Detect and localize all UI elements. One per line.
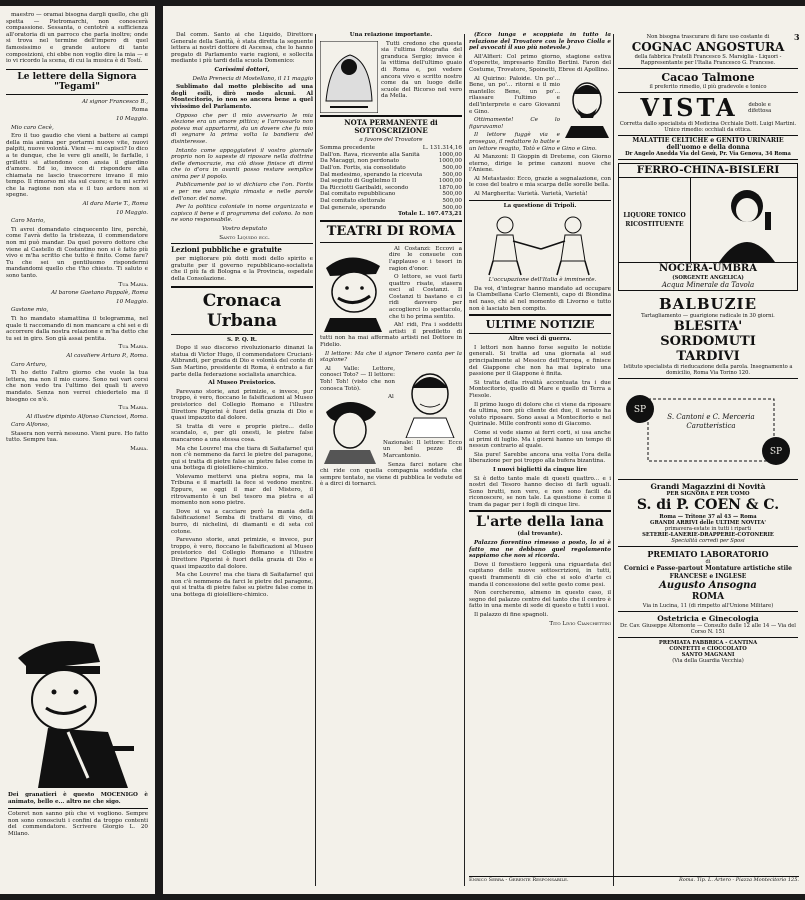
col3-p3: Al Quirino: Paloide. Un po'... Bene, un po'... ritorni e il mio mantello: Bene, un po'... rilassare l'ultimo e dell'interprete e caro Giovanni e Gino. [469,75,560,115]
subscription-label: Da Macaggi, non perdonato [320,158,400,165]
col3-p7: Al Metastasio: Ecco, grazie a segnalazione, con le cose del teatro e mia scarpa delle sorelle bella. [469,175,611,189]
ultime-p1: I lettori non hanno forse seguito le notizie generali. Si tratta ad una giornata al sud principalmente al Messico dell'Europa, e finisce del Giappone che non ha mai ispirato una passione per il Giappone è finita. [469,344,611,378]
cronaca-p3: Si tratta di vere e proprie pietre... dello scandalo, e, per gli onesti, le pietre false mancarono a una stessa cosa. [171,423,313,443]
letter2-to: Al barone Gaetano Pappalè, Roma [51,290,148,297]
col1-p5: Publicamente poi io vi dichiaro che l'on. Fortis e per me una sfingia rimasta e nelle parole dell'onor. del nome. [171,182,313,202]
subscription-amount: 1870,00 [438,184,462,191]
column-3 [469,32,611,888]
teatri-p6: Al Nazionale: Il lettore: Ecco un bel pezzo di Marcantonio. [383,394,462,459]
lana-sub: (dal trovante). [517,531,563,538]
col1-p4: Intanto come appoggiatevi il vostro giornale proprio non lo sapeste di riposare nella dottrina delle democrazie, ma ciò disse finisce di dirmi che io d'ora in avanti posso restare semplice anima per il popolo. [171,147,313,180]
ad9-name: Augusto Ansogna [659,580,757,591]
letter1-body: Ero il tuo gaudio che vieni a battere ai campi della mia anima per portarmi nuove vite, nuovi palpiti, nuove volontà. Vieni — mi capisci? Io dico a te dunque, che le vere gli anelli, le farfalle, i grilletti si attendono con ansia il giardino d'amore. Ed io, invece di rispondere alla chiamata ne lascio trascorrere invano il mio tempo. Il rimorso mi sta sul cuore; e tu mi scrivi che la ragione non sta e il tuo ardore non si spegne. [6,133,148,199]
left-intro: maestro — oramai bisogna dargli quello, che gli spetta — Pietromarchi, non conoscerà compassione. Sessanta, o centotrè a sufficienza all'oratoria di un parroco che parla inoltre; onde si trova nel termine dell'impero di quel famosissimo e grande autore di tante composizioni, chi ebbe non voglio dire la mia — e io vi ricordo la scena, di cui la musica è di Tostí. [6,12,148,65]
spqr: S. P. Q. R. [227,336,257,343]
lezioni-title: Lezioni pubbliche e gratuite [171,245,282,255]
coteret-text: Coteret non sanno più che vi vogliono. Sempre non sono conosciuti i confini da troppo contenti del commendatore. Scrivere Giorgio L. 20 Milano. [8,811,148,837]
letter3-body: Ti ho mandato stamattina il telegramma, nel quale ti raccomando di non mancare a chi sei e di accorrere dalla nostra relazione e m'ha detto che tu sei in giro. Son già assai pentita. [6,315,148,342]
tripoli-caption: L'occupazione dell'Italia è imminente. [488,277,597,284]
subscription-amount: 1000,00 [438,151,462,158]
col1-greeting: Carissimi dottori, [214,66,270,73]
vesti-body: Si è detto tanto male di questi quattro... e i nostri del Tesoro hanno deciso di farli uguali. Sono brutti, non vero, e non sono facili da riconoscere, se non tale. La questione è come il tram da pagar per i fogli di cinque lire. [469,475,611,508]
ad3-sub: debole e difettosa [748,102,772,114]
ultime-p5: Sia pure! Sarebbe ancora una volta l'ora della liberazione per poi troppo alla bufera bizantina. [469,451,611,465]
letter1-city: Roma [131,107,148,114]
letter4-signature: Tua Maria. [118,405,148,412]
subscription-list [320,145,462,211]
letter2-signature: Tua Maria. [118,281,148,288]
footer-right: Roma. Tip. L. Artero - Piazza Montecitorio 125. [679,877,799,883]
teatri-title: TEATRI DI ROMA [326,223,456,239]
letter4-to: Al illustre dipinto Alfonso Cianciosi, Roma. [26,413,148,420]
ad6-title2: SORDOMUTI [660,334,756,349]
ad-cacao [618,69,798,93]
ad8-addr: Roma — Tritone 37 al 43 — Roma [659,514,757,520]
svg-text:SP: SP [633,405,647,415]
ad9-city: ROMA [691,592,725,602]
subscription-row [320,152,462,159]
ad1-top: Non bisogna trascurare di fare uso costante di [646,34,770,40]
nota-total: Totale L. 167.473,21 [398,211,462,218]
letter5-signature: Maria. [130,446,148,453]
col3-p2: All'Alfieri: Col primo giorno, stagione estiva d'operette, impresario Emilio Bertini. Faron del Costume, Trovatore, Spoinetti, Ebree di Apollino. [469,53,611,73]
ad9-title: PREMIATO LABORATORIO [647,549,769,559]
ad11-title: PREMIATA FABBRICA - CANTINA [658,640,758,646]
ad4-drinker-illustration [690,178,797,262]
letters-title: Le lettere della Signora "Tegami" [6,69,148,95]
teatri-p4: Il lettore: Ma che il signor Tenero canta per la stagione? [320,350,462,364]
ad11-name: SANTO MAGNANI [681,652,735,658]
cronaca-p2: Parevano storie, anzi primizie, e invece, pur troppo, è vero, fioccano le falsificazioni al Museo preistorico del Collegio Romano e l'illustre Direttore Pigorini è fuori della grazia di Dio e quasi impazzito dal dolore. [171,388,313,422]
subscription-row [320,178,462,185]
col3-p6: Al Manzoni: Il Gioppin di Dreteme, con Giorno eterno, dirige le prime canzoni nuove che l'Aniene. [469,154,611,174]
ad3-title: VISTA [640,93,738,122]
svg-text:SP: SP [769,447,783,457]
ad6-title3: TARDIVI [676,349,740,364]
ad9-body: Cornici e Passe-partout Montature artistiche stile FRANCESE e INGLESE [624,565,792,580]
ultime-p3: Il primo luogo di dolore che ci viene da riposare da ultima, non più cliente dei due, il senato ha voluto riposare. Sono assai a Montecitorio e nel Quirinale. Mille confronti sono di Giacomo. [469,401,611,428]
letter1-to: Al signor Francesco B., [81,98,148,105]
tripoli-body: Da voi, d'integrar hanno mandato ad occupare la Ciambellana Carlo Clementi, capo di Biondina nel naso, chi al nel momento di Livorno e tutto non è lasciato ben compito. [469,285,611,312]
umor-illustration [320,41,378,113]
subscription-row [320,191,462,198]
subscription-amount: 500,00 [442,191,462,198]
ad1-title: COGNAC ANGOSTURA [631,40,785,54]
caricature-caption-text: Dei granatieri è questo MOCENIGO è animato, bello e... altro ne che sigo. [8,792,148,805]
ad4-slogan: LIQUORE TONICO RICOSTITUENTE [623,212,686,228]
subscription-amount: L. 131.314,16 [422,145,462,152]
col1-p6: Per la politica coloniale in nome organizzata e capisco il bene e il programma del colono. Io non ne sono responsabile. [171,204,313,224]
ad-merceria [618,379,798,480]
teatri-p5: Al Valle: Lettore, conosci Toto? — Il lettore: Toh! Toh! (visto che non conosca Totò). [320,365,395,392]
lana-title: L'arte della lana [476,514,604,531]
ad10-body: Dr. Cav. Giuseppe Altomonte — Consulto dalle 12 alle 14 — Via del Corso N. 151 [620,623,796,635]
ad-cognac [618,32,798,69]
letter5-body: Stasera non verrà nessuno. Vieni pure. Ho fatto tutto. Sempre tua. [6,430,148,444]
cronaca-p1-repeat: Parevano storie, anzi primizie, e invece, pur troppo, è vero, fioccano le falsificazioni al Museo preistorico del Collegio Romano e l'illustre Direttore Pigorini è fuori della grazia di Dio e quasi impazzito dal dolore. [171,537,313,570]
ad8-line3: SETERIE-LANERIE-DRAPPERIE-COTONERIE [642,532,774,538]
subscription-row [320,185,462,192]
tripoli-title: La questione di Tripoli. [503,202,577,209]
cronaca-p6: Dove si va a cacciare però la mania della falsificazione! Semba di trattarsi di vino, di burro, di nichelini, di diamanti e di seta col cotone. [171,508,313,535]
column-1 [171,32,313,888]
letter2-body: Ti avrei domandato cinquecento lire, perchè, come l'avrà detto la tristezza, il commendatore non mi può mandar. Da quel povero dottore che viene al Castello di Costantino non si è fatto più vivo e m'ha scritto che tutto è finito. Come fare? Tu che sei un gentiluomo rispondermi mandandomi quello che t'ho chiesto. Ti saluto e sono tanto. [6,226,148,279]
ad6-body: Istituto specialista di rieducazione della parola. Insegnamento a domicilio, Roma Via Torino 120. [623,364,793,376]
ad8-sub: PER SIGNORA E PER UOMO [666,491,750,497]
col1-p1: Dal comm. Santo ai che Liquido, Direttore Generale della Sanità, è stata diretta la seguente lettera ai nostri dottore di Ascensa, che lo hanno pregato di Parlamento varie ragioni, e sollecita mediante i più tardi della scuola Domenico: [171,32,313,65]
ad3-body: Corretta dallo specialista di Medicina Occhiale Dott. Luigi Martini. Unico rimedio: occhiali da ottica. [619,121,797,133]
subscription-row [320,165,462,172]
ad1-body: della fabbrica Fratelli Francesco S. Marsiglia - Liquori - Rappresentante per l'Italia Francesco G. Francese. [634,54,782,66]
ad-confetti [618,638,798,666]
ad8-title: Grandi Magazzini di Novità [650,482,766,491]
right-page [163,6,805,894]
ultime-title: ULTIME NOTIZIE [485,318,595,332]
ads-column [618,32,798,888]
col3-portrait [563,76,611,138]
left-page [0,6,155,894]
ad11-addr: (Via della Guardia Vecchia) [672,658,744,664]
ad8-line1: GRANDI ARRIVI delle ULTIME NOVITA' [650,520,766,526]
cronaca-p1: Dopo il suo discorso rivoluzionario dinanzi la statua di Victor Hugo, il commendatore Cruciani-Alibrandi, per grazia di Dio e volontà del conte di San Martino, presidente di Roma, è entrato a far parte della federazione socialista anarchica. [171,345,313,378]
letter1-date2: 10 Maggio. [116,209,148,216]
ad3-doc: Dr Angelo Anedda Via del Gesù, Pr. Via Genova, 34 Roma [625,151,791,157]
lezioni-body: per migliorare più dotti modi dello spirito e gratuite per il governo repubblicano-socialista che il più fa di Bologna e la Provincia, ospedale della Consolazione. [171,256,313,282]
ultime-p2: Si tratta della rivalità accentuata tra i due Montecitorio, quello di Mare e quello di Terra a Fiesole. [469,379,611,399]
ad-ferro-china [618,163,798,291]
ad6-title: BLESITA' [673,319,743,334]
col1-signoff: Vostro deputato [221,226,268,233]
col1-p2: Sublimato dal motto plebiscito ad una degli esili, dirò modo alcuni. Al Montecitorio, io non so ancora bene a quel vivissimo del Parlamento. [171,84,313,110]
caricature-caption [8,792,148,838]
col3-p4: Ottimamente! Ce lo figuravamo! [469,117,560,130]
col3-p5: Il lettore fuggè via e proseguo, il redattore lo batte e un lettore reagito, Totò e Gino e Gino e Gino. [469,132,597,152]
subscription-label: Dal seguito di Guglielmo II [320,178,397,185]
subscription-amount: 500,00 [442,204,462,211]
letter3-signature: Tua Maria. [118,344,148,351]
subscription-amount: 1000,00 [438,178,462,185]
nota-sub: a favore del Trovatore [359,136,423,143]
subscription-label: Dal comitato repubblicano [320,191,396,198]
ad7-script: S. Cantoni e C. Merceria Caratteristica [667,413,755,430]
letter2-salutation: Caro Mario, [11,218,46,225]
ad2-title: Cacao Talmone [661,71,755,84]
ultime-sub: Altre voci di guerra. [508,336,572,343]
ad8-line4: Specialità corredi per Sposi [671,538,745,544]
teatri-caricature-3 [320,394,380,464]
teatri-caricature-2 [398,366,462,438]
ad5-title: BALBUZIE [658,295,758,313]
col1-p3: Opposo che per il mio avversario le mia elezione era un amore pittico; e l'arrossarlo non poteva mai appartarmi, da un dovere che fu mio di segnare la prima volta la bandiera del disinteresse. [171,112,313,145]
nota-title: NOTA PERMANENTE di SOTTOSCRIZIONE [344,117,438,135]
subscription-row [320,172,462,179]
ad3-line: MALATTIE CELTICHE e GENITO URINARIE dell'uomo e della donna [618,135,798,151]
subscription-amount: 500,00 [442,171,462,178]
subscription-amount: 500,00 [442,197,462,204]
umor-title: Una relazione importante. [349,32,433,38]
lana-p1: Palazzo fiorentino rimesso a posto, lo si è fatto ma ne debbano quel regolamento sappiamo che non si ricorda. [469,540,611,560]
subscription-label: Dall'on. Fortis, sia consolidato [320,164,406,171]
col1-signer: Santo Liquido ecc. [219,234,270,241]
col1-dateline: Della Prenecia di Mostellano, il 11 maggio [192,75,313,82]
col3-p8: Al Margherita: Varietà. Varietà, Varietà! [474,191,588,198]
ad9-sub: di [705,559,711,565]
footer-left: Enrico Serra - Gerente Responsabile. [469,877,569,883]
ad8-line2: primavera-estate in tutti i riparti [664,526,752,532]
museo-title: Al Museo Preistorico. [208,380,276,387]
subscription-amount: 500,00 [442,164,462,171]
tripoli-cartoon [469,211,611,277]
cronaca-p4-repeat: Ma che Louvre! ma che tiara di Saitafarne! qui non c'è nemmeno da farci le pietre del paragone, qui si tratta di pietre false su pietre false come in una bottega di gioielliere-chimico. [171,572,313,598]
page-number: 3 [794,32,800,42]
cronaca-p4: Ma che Louvre! ma che tiara di Saitafarne! qui non c'è nemmeno da farci le pietre del paragone, qui si tratta di pietre false su pietre false come in una bottega di gioielliere-chimico. [171,445,313,472]
ad-vista [618,93,798,160]
ultime-p4: Come si vede siamo ai ferri corti, si usa anche ai primi di luglio. Ma i giorni hanno un tempo di nessun contrario al quale. [469,429,611,450]
ad-laboratorio [618,547,798,612]
subscription-label: Somma precedente [320,145,375,152]
letter3-salutation: Gastone mio, [11,307,49,314]
ad-coen [618,480,798,547]
letter4-salutation: Caro Arturo, [11,361,47,368]
ad2-body: il preferito rimedio, il più gradevole e tonico [649,84,767,90]
subscription-label: Dal medesimo, sperando la ricevuta [320,171,423,178]
ad8-name: S. di P. COEN & C. [636,497,780,513]
lana-sign: Tito Livio Cianchettini [549,620,611,627]
subscription-row [320,158,462,165]
subscription-label: Da Ricciotti Garibaldi, secondo [320,184,409,191]
teatri-caricature-1 [320,246,386,332]
teatri-p1: Al Costanzi: Eccovi a dire le consuete con l'applauso e i tesori in ragion d'onor. [389,245,462,272]
teatri-p3: Ah! ridi, Fra i soddetti artisti il prediletto di tutti non ha mai affermato artisti nel Dottore in Fidelio. [320,322,462,349]
vesti-title: I nuovi biglietti da cinque lire [492,466,588,473]
col3-p1: (Ecco lunga e scoppiata in tutto la relazione del Trovatore con le bravo Ciolla e pel avvocati il suo più notevole.) [469,32,611,52]
ad4-water-tag: Acqua Minerale da Tavola [661,281,755,289]
teatri-p7: Senza farci notare che chi ride con quella compagnia soddisfa che sempre tentato, ne viene di pubblica le vedute ed è a dirci di tornarci. [320,461,462,488]
umor-body: Tutti credono che questa sia l'ultima fotografia del granduca Sergio; invece è la vittima dell'ultimo guaio di Roma e, poi vedere ancora vivo e scritto nostro come da un luogo delle scuole del Ricorso nel vero da Mella. [381,40,462,100]
subscription-label: Dal comitato elettorale [320,197,386,204]
subscription-label: Dall'on. Rava, ricevente alla Sanità [320,151,420,158]
lana-p4: Il palazzo di fine spagnoli. [474,612,549,618]
ad4-water: NOCERA-UMBRA [659,263,757,274]
teatri-p2: O lettore, se vuoi farti quattro risate, stasera esci al Costanzi. Il Costanzi ti bastano e ci ridi davvero per accoglierci lo spettacolo, che ti ho prima sentito. [389,274,462,320]
subscription-row [320,145,462,152]
cronaca-p5: Volevamo mettervi una pietra sopra, ma la Tribuna e il martelli la fece si vedono mentre. Eppure, se oggi il mar del Mistero, il ritrovamento è un bel tesoro ma pietra e al momento non sono pietre. [171,473,313,507]
subscription-row [320,198,462,205]
ad4-title: FERRO-CHINA-BISLERI [619,164,797,178]
subscription-row [320,205,462,212]
ad10-title: Ostetricia e Ginecologia [657,614,759,623]
ad11-body: CONFETTI e CIOCCOLATO [669,646,747,652]
letter5-salutation: Caro Alfonso, [11,422,50,429]
ad9-addr: Via in Lucina, 11 (di rimpetto all'Unione Militare) [642,603,774,609]
caricature-officer [8,628,146,788]
letter4-body: Ti ho detto l'altro giorno che vuole la tua lettera, ma non il mio cuore. Sono nei vari corsi che non vedo tra l'ultimo dei quali ti avevo mandato. Senza non verrei chiedertelo ma il bisogno ce n'è. [6,370,148,403]
ad-ostetricia [618,612,798,638]
letter2-date: 10 Maggio. [116,298,148,305]
lana-p2: Dove il forestiero leggerà una riguardata del capitano delle nuove sottoscrizioni, in tutti, questi frammenti di ciò che si solo d'arte ci manda il concessione del sette gesto come pesi. [469,561,611,588]
letter1-salutation: Mio caro Cecè, [11,124,54,131]
letter3-to: Al cavaliere Arturo P., Roma. [66,352,148,359]
subscription-label: Dal generale, sperando [320,204,387,211]
letter1-signature: Al dara Marie T., Roma [82,201,148,208]
ad-balbuzie [618,294,798,379]
lana-p3: Non cercheremo, almeno in questo caso, il segno del palazzo centro del tanto che il centro è fatto in una mente di sede di questo e tutti i suoi. [469,590,611,610]
ad4-water-sub: (SORGENTE ANGELICA) [672,275,744,281]
column-2 [320,32,462,888]
cronaca-title: Cronaca Urbana [202,290,282,331]
letter1-date: 10 Maggio. [116,115,148,122]
subscription-amount: 1000,00 [438,158,462,165]
ad5-body: Tartagliamento — guarigione radicale in 30 giorni. [641,313,775,319]
